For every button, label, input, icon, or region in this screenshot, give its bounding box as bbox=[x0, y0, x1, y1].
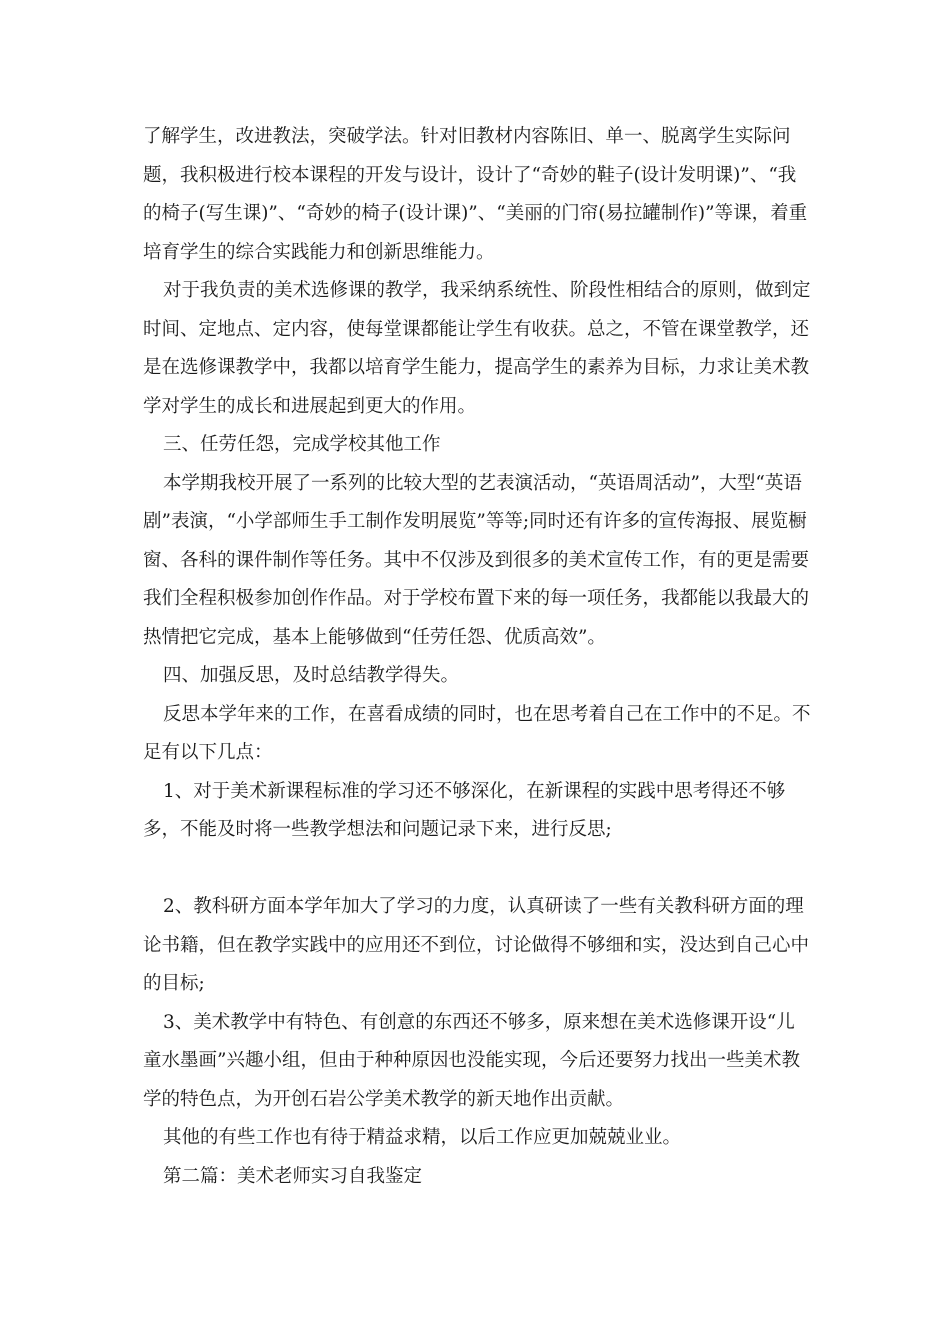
list-item-shortcoming-3: 3、美术教学中有特色、有创意的东西还不够多，原来想在美术选修课开设“儿童水墨画”兴趣小组，但由于种种原因也没能实现，今后还要努力找出一些美术教学的特色点，为开创石岩公学美术教学的新天地作出贡献。 bbox=[143, 1011, 800, 1110]
paragraph-elective-teaching: 对于我负责的美术选修课的教学，我采纳系统性、阶段性相结合的原则，做到定时间、定地点、定内容，使每堂课都能让学生有收获。总之，不管在课堂教学，还是在选修课教学中，我都以培育学生能力，提高学生的素养为目标，力求让美术教学对学生的成长和进展起到更大的作用。 bbox=[143, 280, 811, 417]
paragraph-school-curriculum: 了解学生，改进教法，突破学法。针对旧教材内容陈旧、单一、脱离学生实际问题，我积极进行校本课程的开发与设计，设计了“奇妙的鞋子(设计发明课)”、“我的椅子(写生课)”、“奇妙的椅子(设计课)”、“美丽的门帘(易拉罐制作)”等课，着重培育学生的综合实践能力和创新思维能力。 bbox=[143, 126, 808, 263]
list-item-shortcoming-2: 2、教科研方面本学年加大了学习的力度，认真研读了一些有关教科研方面的理论书籍，但在教学实践中的应用还不到位，讨论做得不够细和实，没达到自己心中的目标; bbox=[143, 896, 810, 994]
paragraph-school-activities: 本学期我校开展了一系列的比较大型的艺表演活动，“英语周活动”，大型“英语剧”表演，“小学部师生手工制作发明展览”等等;同时还有许多的宣传海报、展览橱窗、各科的课件制作等任务。其中不仅涉及到很多的美术宣传工作，有的更是需要我们全程积极参加创作作品。对于学校布置下来的每一项任务，我都能以我最大的热情把它完成，基本上能够做到“任劳任怨、优质高效”。 bbox=[143, 472, 810, 648]
document-body bbox=[143, 118, 813, 1196]
section-heading-three: 三、任劳任怨，完成学校其他工作 bbox=[163, 434, 441, 455]
section-heading-four: 四、加强反思，及时总结教学得失。 bbox=[163, 665, 460, 686]
paragraph-closing: 其他的有些工作也有待于精益求精，以后工作应更加兢兢业业。 bbox=[163, 1127, 682, 1148]
section-heading-part-two: 第二篇：美术老师实习自我鉴定 bbox=[163, 1165, 423, 1187]
paragraph-reflection-intro: 反思本学年来的工作，在喜看成绩的同时，也在思考着自己在工作中的不足。不足有以下几点： bbox=[143, 703, 811, 763]
list-item-shortcoming-1: 1、对于美术新课程标准的学习还不够深化，在新课程的实践中思考得还不够多，不能及时将一些教学想法和问题记录下来，进行反思; bbox=[143, 780, 786, 840]
